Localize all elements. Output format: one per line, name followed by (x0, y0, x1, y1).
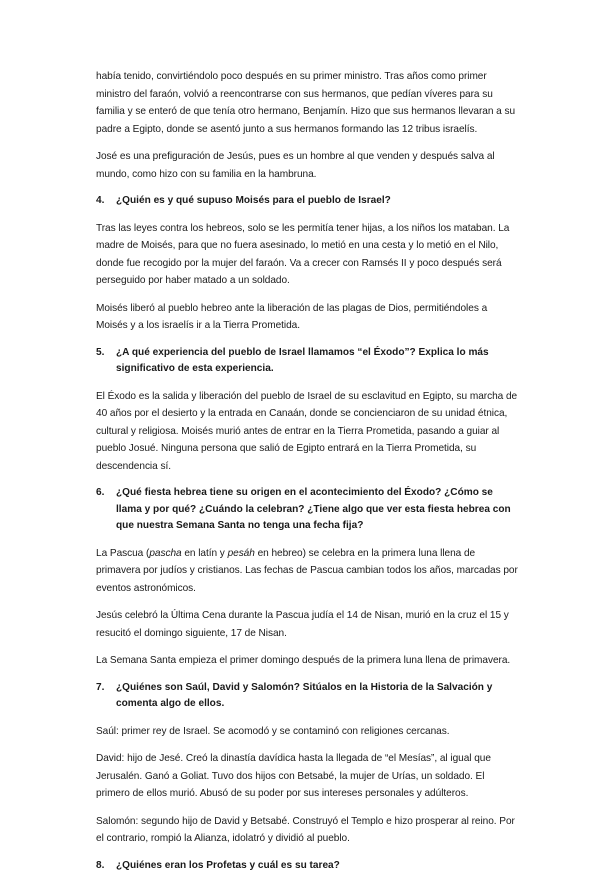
question-number: 8. (96, 859, 105, 871)
question-number: 4. (96, 195, 105, 206)
paragraph-david: David: hijo de Jesé. Creó la dinastía davídica hasta la llegada de “el Mesías”, al igual que Jerusalén. Ganó a Goliat. Tuvo dos hijos con Betsabé, la mujer de Urías, un soldado. El primero de ellos murió. Abusó de su poder por sus intereses personales y adúlteros. (96, 753, 491, 799)
question-number: 7. (96, 681, 105, 693)
paragraph-jose-story: había tenido, convirtiéndolo poco después en su primer ministro. Tras años como primer ministro del faraón, volvió a reencontrarse con sus hermanos, que pedían víveres para su familia y se enteró de que tenía otro hermano, Benjamín. Hizo que sus hermanos llevaran a su padre a Egipto, donde se asentó junto a sus hermanos formando las 12 tribus israelís. (96, 71, 516, 135)
question-text: ¿A qué experiencia del pueblo de Israel llamamos “el Éxodo”? Explica lo más significativo de esta experiencia. (116, 346, 489, 374)
paragraph-salomon: Salomón: segundo hijo de David y Betsabé. Construyó el Templo e hizo prosperar al reino. Por el contrario, rompió la Alianza, idolatró y dividió al pueblo. (96, 815, 515, 844)
question-4 (96, 193, 520, 210)
paragraph-semana-santa: La Semana Santa empieza el primer domingo después de la primera luna llena de primavera. (96, 655, 511, 666)
question-text: ¿Quiénes son Saúl, David y Salomón? Sitúalos en la Historia de la Salvación y comenta algo de ellos. (116, 681, 493, 709)
question-6 (96, 485, 520, 535)
paragraph-pascua (96, 545, 520, 598)
pascua-text-a: La Pascua ( (96, 547, 150, 559)
pascua-text-b: en latín y (181, 547, 228, 559)
question-text: ¿Quiénes eran los Profetas y cuál es su tarea? (116, 859, 340, 871)
paragraph-moises-birth: Tras las leyes contra los hebreos, solo se les permitía tener hijas, a los niños los mataban. La madre de Moisés, para que no fuera asesinado, lo metió en una cesta y lo metió en el Nilo, donde fue recogido por la mujer del faraón. Va a crecer con Ramsés II y poco después será perseguido por haber matado a un soldado. (96, 222, 510, 286)
document-page (96, 68, 520, 884)
paragraph-saul: Saúl: primer rey de Israel. Se acomodó y se contaminó con religiones cercanas. (96, 725, 450, 737)
pascha-term: pascha (149, 547, 182, 559)
question-number: 6. (96, 487, 105, 498)
paragraph-moises-liberation: Moisés liberó al pueblo hebreo ante la liberación de las plagas de Dios, permitiéndoles a Moisés y a los israelís ir a la Tierra Prometida. (96, 302, 488, 331)
question-5 (96, 345, 520, 378)
paragraph-jose-prefiguration: José es una prefiguración de Jesús, pues es un hombre al que venden y después salva al mundo, como hizo con su familia en la hambruna. (96, 151, 495, 180)
paragraph-ultima-cena: Jesús celebró la Última Cena durante la Pascua judía el 14 de Nisan, murió en la cruz el 15 y resucitó el domingo siguiente, 17 de Nisan. (96, 610, 509, 639)
pascua-text-c: en hebreo) se celebra en la primera luna llena de primavera por judíos y cristianos. Las fechas de Pascua cambian todos los años, marcadas por eventos astronómicos. (96, 547, 518, 594)
question-text: ¿Qué fiesta hebrea tiene su origen en el acontecimiento del Éxodo? ¿Cómo se llama y por qué? ¿Cuándo la celebran? ¿Tiene algo que ver esta fiesta hebrea con que nuestra Semana Santa no tenga una fecha fija? (116, 487, 511, 531)
question-8 (96, 858, 520, 875)
question-text: ¿Quién es y qué supuso Moisés para el pueblo de Israel? (116, 195, 391, 206)
question-number: 5. (96, 346, 105, 358)
pesah-term: pesáh (227, 547, 255, 559)
paragraph-exodo: El Éxodo es la salida y liberación del pueblo de Israel de su esclavitud en Egipto, su marcha de 40 años por el desierto y la entrada en Canaán, donde se concienciaron de su unidad étnica, cultural y religiosa. Moisés murió antes de entrar en la Tierra Prometida, pasando a guiar al pueblo Josué. Ninguna persona que salió de Egipto entrará en la Tierra Prometida, su descendencia sí. (96, 390, 518, 472)
question-7 (96, 680, 520, 713)
